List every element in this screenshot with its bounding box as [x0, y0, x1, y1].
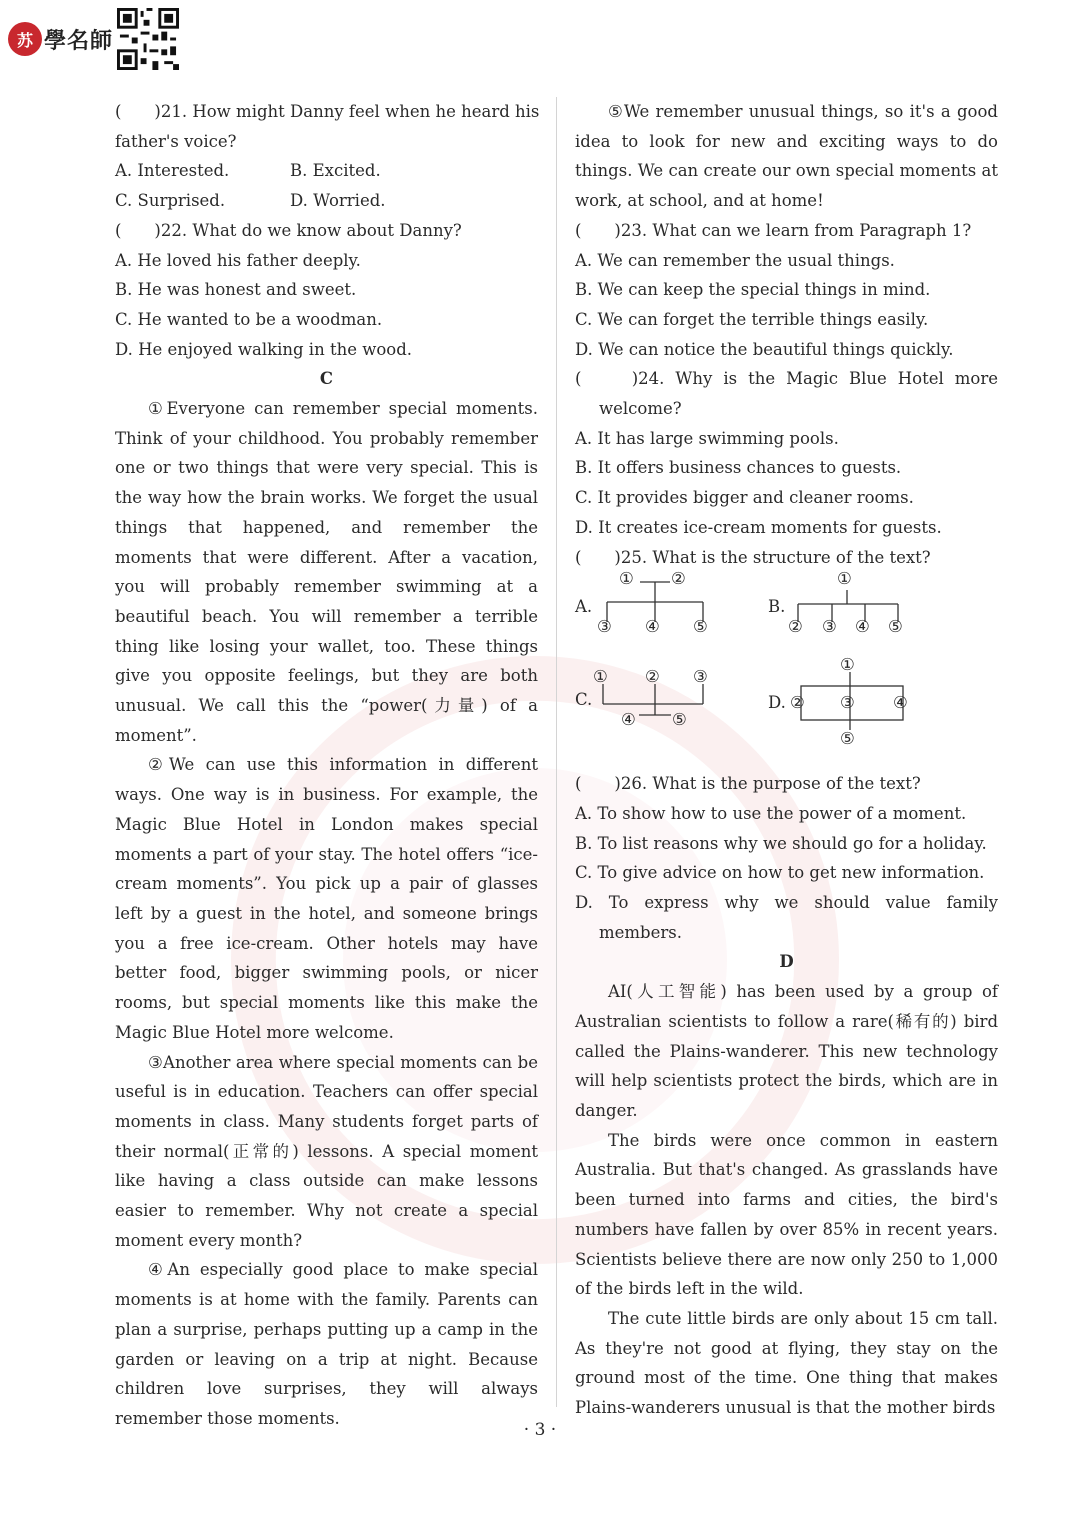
q21-options-row	[115, 156, 538, 186]
q21-option-d: D. Worried.	[290, 191, 386, 211]
section-d-title: D	[779, 952, 794, 972]
column-divider	[556, 97, 557, 1407]
logo-seal: 苏	[8, 22, 42, 56]
q22-option-a: A. He loved his father deeply.	[115, 250, 361, 270]
diagram-c-node: ③	[693, 667, 708, 687]
passage-c-paragraph: ③Another area where special moments can be useful is in education. Teachers can offer special moments in class. Many students forget parts of their normal(正常的) lessons. A special moment like having a class outside can make lessons easier to remember. Why not create a special moment every month?	[115, 1052, 538, 1250]
passage-d-paragraph: AI(人工智能) has been used by a group of Australian scientists to follow a rare(稀有的) bird called the Plains-wanderer. This new technology will help scientists protect the birds, which are in danger.	[575, 982, 998, 1120]
q21-option-b: B. Excited.	[290, 161, 381, 181]
diagram-a-label: A.	[575, 597, 593, 617]
diagram-a-node: ③	[597, 617, 612, 637]
diagram-b-node: ②	[788, 617, 803, 637]
diagram-c-node: ①	[593, 667, 608, 687]
section-c-title: C	[319, 369, 334, 389]
q23-option-d: D. We can notice the beautiful things quickly.	[575, 339, 954, 359]
q24-option-c: C. It provides bigger and cleaner rooms.	[575, 488, 914, 508]
diagram-a-node: ⑤	[693, 617, 708, 637]
q26-stem: ( )26. What is the purpose of the text?	[575, 774, 921, 794]
diagram-a-node: ④	[645, 617, 660, 637]
q25-structure-diagrams	[575, 569, 998, 769]
q26-option-b: B. To list reasons why we should go for a holiday.	[575, 833, 987, 853]
diagram-c-node: ⑤	[672, 710, 687, 730]
diagram-d-node: ⑤	[840, 729, 855, 749]
q24-option-d: D. It creates ice-cream moments for guests.	[575, 517, 942, 537]
diagram-b-node: ⑤	[888, 617, 903, 637]
diagram-a-node: ①	[619, 569, 634, 589]
q22-option-c: C. He wanted to be a woodman.	[115, 309, 383, 329]
q21-options-row	[115, 186, 538, 216]
diagram-c-node: ②	[645, 667, 660, 687]
q26-option-d: D. To express why we should value family members.	[575, 893, 998, 942]
passage-c-paragraph: ②We can use this information in different ways. One way is in business. For example, the Magic Blue Hotel in London makes special moments a part of your stay. The hotel offers “ice-cream moments”. You pick up a pair of glasses left by a guest in the hotel, and someone brings you a free ice-cream. Other hotels may have better food, bigger swimming pools, or nicer rooms, but special moments like this make the Magic Blue Hotel more welcome.	[115, 755, 538, 1042]
diagram-d-label: D.	[768, 693, 786, 713]
diagram-d-node: ②	[790, 693, 805, 713]
q26-option-c: C. To give advice on how to get new information.	[575, 863, 985, 883]
diagram-a-node: ②	[671, 569, 686, 589]
diagram-d-node: ③	[840, 693, 855, 713]
diagram-c-label: C.	[575, 690, 593, 710]
passage-c-paragraph: ④An especially good place to make special moments is at home with the family. Parents can plan a surprise, perhaps putting up a camp in the garden or leaving on a trip at night. Because children love surprises, they will always remember those moments.	[115, 1260, 538, 1428]
diagram-d-node: ①	[840, 655, 855, 675]
q23-option-c: C. We can forget the terrible things easily.	[575, 309, 929, 329]
passage-c-paragraph: ①Everyone can remember special moments. Think of your childhood. You probably remember one or two things that were very special. This is the way how the brain works. We forget the usual things that happened, and remember the moments that were different. After a vacation, you will probably remember swimming at a beautiful beach. You will remember a terrible thing like losing your wallet, too. These things give you opposite feelings, but they are both unusual. We call this the “power(力量) of a moment”.	[115, 399, 538, 745]
diagram-b-node: ③	[822, 617, 837, 637]
diagram-b-label: B.	[768, 597, 786, 617]
q22-option-d: D. He enjoyed walking in the wood.	[115, 339, 413, 359]
q21-option-a: A. Interested.	[115, 161, 230, 181]
passage-d-paragraph: The birds were once common in eastern Australia. But that's changed. As grasslands have been turned into farms and cities, the bird's numbers have fallen by over 85% in recent years. Scientists believe there are now only 250 to 1,000 of the birds left in the wild.	[575, 1130, 998, 1299]
q23-stem: ( )23. What can we learn from Paragraph 1?	[575, 220, 972, 240]
right-column	[575, 97, 998, 1423]
diagram-d-node: ④	[893, 693, 908, 713]
q24-option-b: B. It offers business chances to guests.	[575, 458, 902, 478]
q22-option-b: B. He was honest and sweet.	[115, 280, 357, 300]
q24-option-a: A. It has large swimming pools.	[575, 428, 839, 448]
q24-stem: ( )24. Why is the Magic Blue Hotel more welcome?	[575, 369, 998, 419]
q21-stem-cont: father's voice?	[115, 131, 237, 151]
passage-d-paragraph: The cute little birds are only about 15 cm tall. As they're not good at flying, they stay on the ground most of the time. One thing that makes Plains-wanderers unusual is that the mother birds	[575, 1308, 998, 1418]
left-column	[115, 97, 538, 1434]
q26-option-a: A. To show how to use the power of a moment.	[575, 803, 967, 823]
q23-option-b: B. We can keep the special things in mind.	[575, 280, 931, 300]
diagram-b-node: ①	[837, 569, 852, 589]
q21-stem: ( )21. How might Danny feel when he heard his	[115, 102, 540, 121]
qr-code-icon	[117, 8, 179, 70]
diagram-c-node: ④	[621, 710, 636, 730]
diagram-lines	[575, 572, 998, 769]
q22-stem: ( )22. What do we know about Danny?	[115, 220, 462, 240]
diagram-b-node: ④	[855, 617, 870, 637]
passage-c-paragraph-5: ⑤We remember unusual things, so it's a good idea to look for new and exciting ways to do things. We can create our own special moments at work, at school, and at home!	[575, 102, 998, 211]
q21-option-c: C. Surprised.	[115, 191, 226, 211]
publisher-logo	[8, 8, 179, 70]
q25-stem: ( )25. What is the structure of the text?	[575, 547, 931, 567]
q23-option-a: A. We can remember the usual things.	[575, 250, 895, 270]
logo-text: 學名師	[44, 27, 114, 54]
page-number: · 3 ·	[523, 1420, 557, 1440]
